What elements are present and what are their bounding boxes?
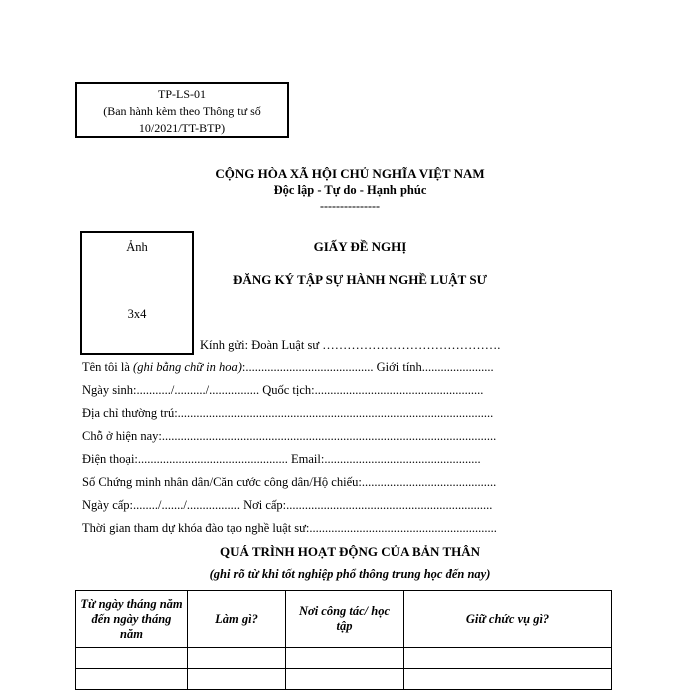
table-cell[interactable]	[76, 648, 188, 669]
national-motto: Độc lập - Tự do - Hạnh phúc	[273, 183, 427, 197]
history-table	[75, 590, 612, 690]
history-section-title: QUÁ TRÌNH HOẠT ĐỘNG CỦA BẢN THÂN	[219, 544, 481, 559]
photo-label: Ảnh	[126, 240, 148, 254]
document-subtitle: ĐĂNG KÝ TẬP SỰ HÀNH NGHỀ LUẬT SƯ	[233, 272, 487, 287]
history-table-header	[76, 591, 612, 648]
training-time-field[interactable]: Thời gian tham dự khóa đào tạo nghề luật sư:............................................................	[82, 521, 497, 535]
form-code: TP-LS-01	[158, 87, 206, 101]
current-residence-field[interactable]: Chỗ ở hiện nay:...........................................................................................................	[82, 429, 497, 443]
birth-date-nationality-field[interactable]: Ngày sinh:.........../........../................ Quốc tịch:......................................................	[82, 383, 484, 397]
full-name-blank: :......................................... Giới tính.......................	[241, 360, 494, 374]
col-period: Từ ngày tháng năm đến ngày tháng năm	[76, 591, 188, 648]
nation-title: CỘNG HÒA XÃ HỘI CHỦ NGHĨA VIỆT NAM	[215, 166, 485, 181]
photo-box	[80, 231, 194, 355]
phone-email-field[interactable]: Điện thoại:................................................ Email:..................................................	[82, 452, 481, 466]
table-cell[interactable]	[286, 669, 404, 690]
form-issued-note-line1: (Ban hành kèm theo Thông tư số	[103, 104, 261, 118]
permanent-address-field[interactable]: Địa chỉ thường trú:.....................................................................................................	[82, 406, 494, 420]
photo-size: 3x4	[127, 307, 147, 321]
table-cell[interactable]	[188, 669, 286, 690]
issue-date-place-field[interactable]: Ngày cấp:......../......./................. Nơi cấp:..................................................................	[82, 498, 493, 512]
id-number-field[interactable]: Số Chứng minh nhân dân/Căn cước công dân/Hộ chiếu:...........................................	[82, 475, 497, 489]
table-cell[interactable]	[286, 648, 404, 669]
table-cell[interactable]	[76, 669, 188, 690]
header-separator: ---------------	[320, 199, 380, 213]
table-cell[interactable]	[404, 669, 612, 690]
form-reference-box	[75, 82, 289, 138]
history-section-note: (ghi rõ từ khi tốt nghiệp phổ thông trung học đến nay)	[209, 567, 491, 581]
table-cell[interactable]	[404, 648, 612, 669]
recipient-field[interactable]: Kính gửi: Đoàn Luật sư …………………………………….	[200, 338, 501, 352]
full-name-hint: (ghi bằng chữ in hoa)	[133, 360, 242, 374]
full-name-label: Tên tôi là	[82, 360, 134, 374]
document-title: GIẤY ĐỀ NGHỊ	[313, 239, 407, 254]
form-issued-note-line2: 10/2021/TT-BTP)	[138, 121, 226, 135]
col-activity: Làm gì?	[188, 591, 286, 648]
table-row	[76, 669, 612, 690]
full-name-field[interactable]	[82, 360, 494, 375]
table-cell[interactable]	[188, 648, 286, 669]
col-position: Giữ chức vụ gì?	[404, 591, 612, 648]
col-workplace: Nơi công tác/ học tập	[286, 591, 404, 648]
table-row	[76, 648, 612, 669]
